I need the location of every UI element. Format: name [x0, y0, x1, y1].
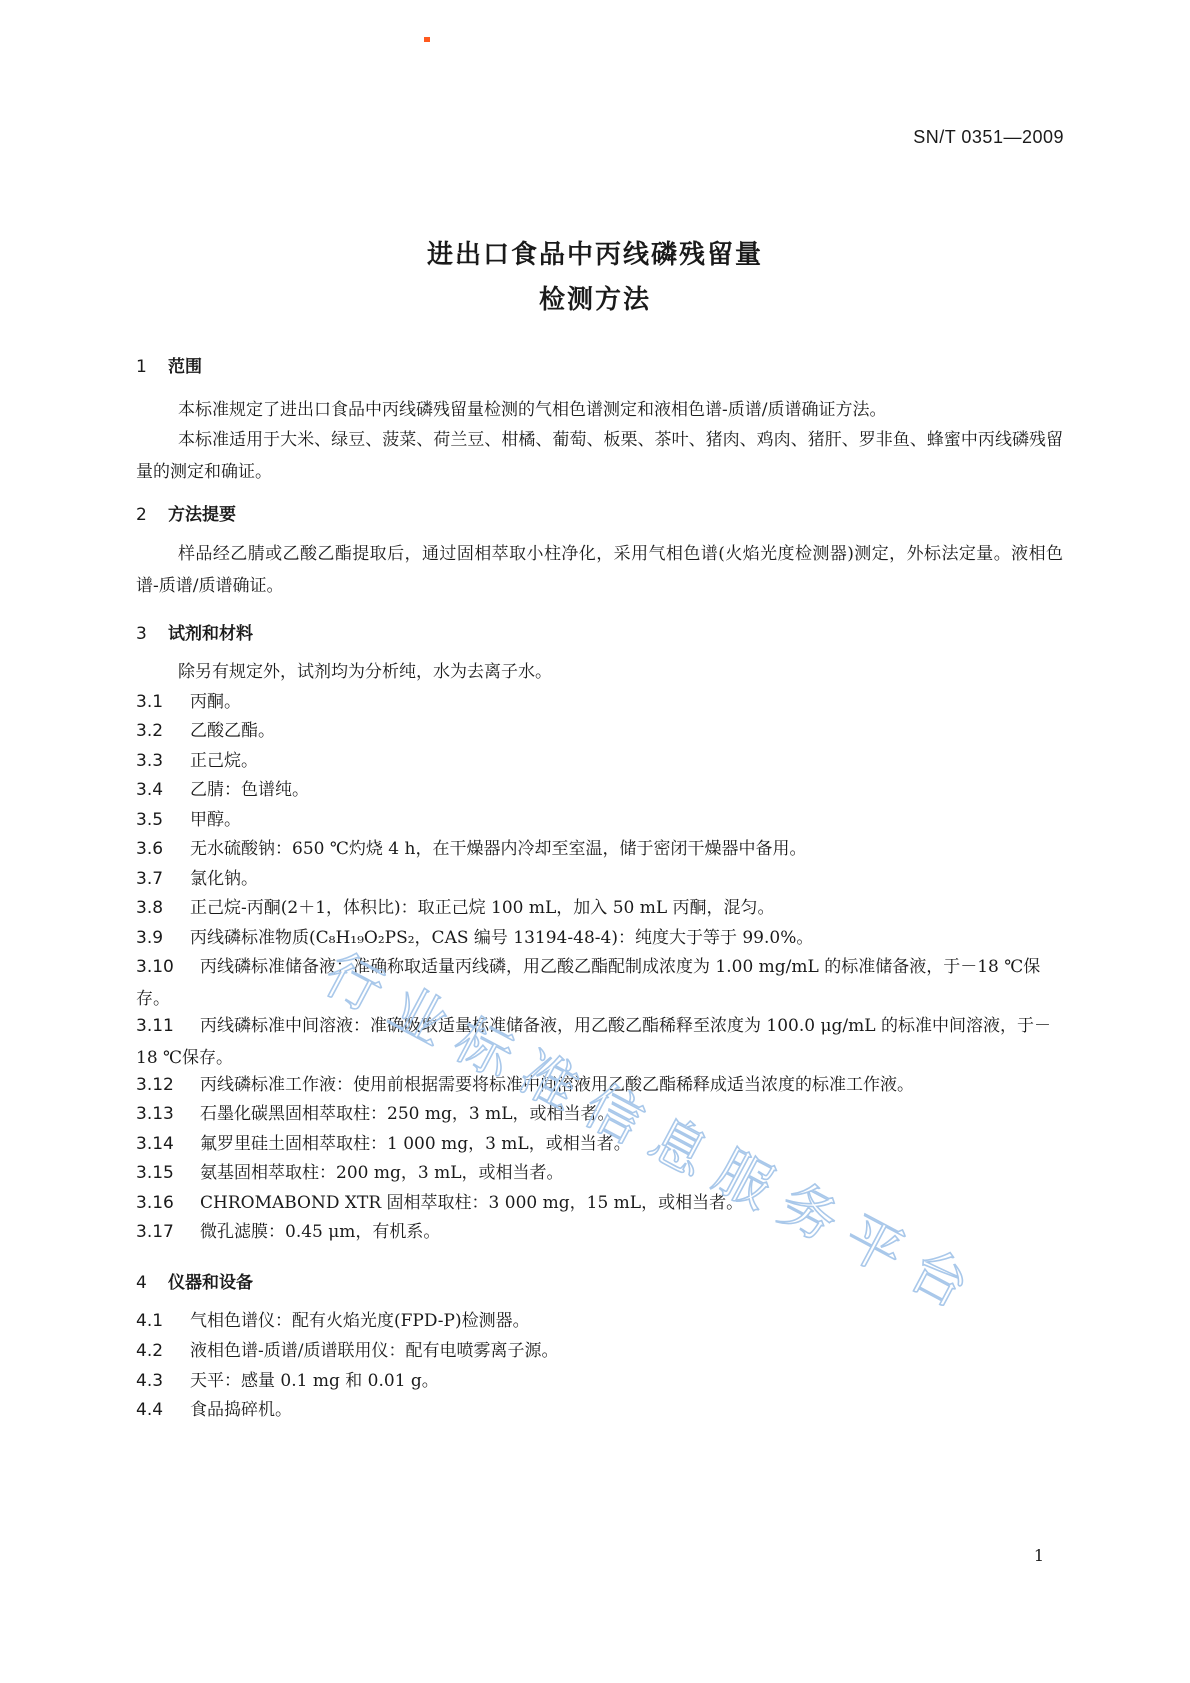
item-number: 3.11 [136, 1016, 174, 1036]
item-number: 3.16 [136, 1193, 174, 1213]
paragraph: 样品经乙腈或乙酸乙酯提取后，通过固相萃取小柱净化，采用气相色谱(火焰光度检测器)测定，外标法定量。液相色谱-质谱/质谱确证。 [136, 544, 1063, 596]
section-heading-3 [136, 619, 253, 644]
item-number: 3.4 [136, 780, 164, 800]
item-text: 石墨化碳黑固相萃取柱：250 mg，3 mL，或相当者。 [200, 1104, 615, 1124]
item-text: 丙线磷标准中间溶液：准确吸取适量标准储备液，用乙酸乙酯稀释至浓度为 100.0 μg/mL 的标准中间溶液，于－18 ℃保存。 [136, 1016, 1051, 1068]
watermark-glyph: 标 [443, 1007, 524, 1092]
item-text: 乙腈：色谱纯。 [190, 780, 309, 800]
item-text: 甲醇。 [190, 810, 241, 830]
item-text: 乙酸乙酯。 [190, 721, 275, 741]
item-number: 3.13 [136, 1104, 174, 1124]
list-item [136, 686, 1063, 718]
item-text: 丙线磷标准物质(C₈H₁₉O₂PS₂，CAS 编号 13194-48-4)：纯度大于等于 99.0%。 [190, 928, 814, 948]
list-item [136, 1069, 1063, 1101]
item-number: 3.15 [136, 1163, 174, 1183]
watermark-glyph: 服 [703, 1138, 784, 1223]
watermark-glyph: 息 [638, 1105, 719, 1190]
list-item [136, 1216, 1063, 1248]
section-number: 4 [136, 1273, 147, 1293]
item-text: 丙酮。 [190, 692, 241, 712]
document-title-line2: 检测方法 [538, 285, 651, 315]
item-text: 正己烷。 [190, 751, 258, 771]
item-number: 3.14 [136, 1134, 174, 1154]
list-item [136, 892, 1063, 924]
list-item [136, 1098, 1063, 1130]
list-item [136, 774, 1063, 806]
item-number: 3.17 [136, 1222, 174, 1242]
item-number: 4.2 [136, 1341, 164, 1361]
list-item [136, 1010, 1063, 1074]
item-number: 3.6 [136, 839, 164, 859]
item-text: 丙线磷标准工作液：使用前根据需要将标准中间溶液用乙酸乙酯稀释成适当浓度的标准工作液。 [200, 1075, 914, 1095]
paragraph: 本标准规定了进出口食品中丙线磷残留量检测的气相色谱测定和液相色谱-质谱/质谱确证方法。 [178, 400, 887, 420]
list-item [136, 804, 1063, 836]
section-number: 1 [136, 357, 147, 377]
page-number: 1 [1033, 1546, 1044, 1565]
list-item [136, 715, 1063, 747]
item-number: 4.1 [136, 1311, 164, 1331]
list-item [136, 745, 1063, 777]
item-number: 3.10 [136, 957, 174, 977]
item-number: 4.4 [136, 1400, 164, 1420]
item-text: 氟罗里硅土固相萃取柱：1 000 mg，3 mL，或相当者。 [200, 1134, 631, 1154]
paragraph: 除另有规定外，试剂均为分析纯，水为去离子水。 [178, 662, 552, 682]
item-text: 食品捣碎机。 [190, 1400, 292, 1420]
list-item [136, 951, 1063, 1015]
item-number: 3.3 [136, 751, 164, 771]
item-number: 3.9 [136, 928, 164, 948]
section-number: 2 [136, 505, 147, 525]
section-number: 3 [136, 624, 147, 644]
paragraph: 本标准适用于大米、绿豆、菠菜、荷兰豆、柑橘、葡萄、板栗、茶叶、猪肉、鸡肉、猪肝、罗非鱼、蜂蜜中丙线磷残留量的测定和确证。 [136, 430, 1063, 482]
watermark-glyph: 业 [378, 974, 459, 1059]
section-title: 试剂和材料 [168, 624, 253, 644]
item-text: 氯化钠。 [190, 869, 258, 889]
item-text: 氨基固相萃取柱：200 mg，3 mL，或相当者。 [200, 1163, 564, 1183]
list-item [136, 1394, 1063, 1426]
item-number: 3.12 [136, 1075, 174, 1095]
item-text: 气相色谱仪：配有火焰光度(FPD-P)检测器。 [190, 1311, 530, 1331]
section-title: 仪器和设备 [168, 1273, 253, 1293]
item-text: 丙线磷标准储备液：准确称取适量丙线磷，用乙酸乙酯配制成浓度为 1.00 mg/mL 的标准储备液，于－18 ℃保存。 [136, 957, 1041, 1009]
watermark-glyph: 准 [508, 1040, 589, 1124]
item-text: 正己烷-丙酮(2＋1，体积比)：取正己烷 100 mL，加入 50 mL 丙酮，混匀。 [190, 898, 775, 918]
section-heading-1 [136, 352, 202, 377]
item-number: 3.1 [136, 692, 164, 712]
watermark-glyph: 平 [833, 1204, 914, 1288]
section-heading-2 [136, 500, 236, 525]
list-item [136, 1187, 1063, 1219]
list-item [136, 1365, 1063, 1397]
standard-code: SN/T 0351—2009 [913, 127, 1064, 147]
watermark-glyph: 行 [313, 941, 394, 1026]
red-mark [424, 37, 430, 42]
item-text: 天平：感量 0.1 mg 和 0.01 g。 [190, 1371, 439, 1391]
watermark-glyph: 务 [768, 1171, 849, 1255]
list-item [136, 863, 1063, 895]
section-title: 范围 [168, 357, 202, 377]
item-text: CHROMABOND XTR 固相萃取柱：3 000 mg，15 mL，或相当者。 [200, 1193, 744, 1213]
list-item [136, 1157, 1063, 1189]
section-title: 方法提要 [168, 505, 236, 525]
item-text: 微孔滤膜：0.45 μm，有机系。 [200, 1222, 441, 1242]
list-item [136, 833, 1063, 865]
item-number: 3.8 [136, 898, 164, 918]
document-title-line1: 进出口食品中丙线磷残留量 [426, 240, 763, 270]
watermark-glyph: 信 [573, 1072, 654, 1157]
list-item [136, 1335, 1063, 1367]
item-number: 3.7 [136, 869, 164, 889]
item-text: 液相色谱-质谱/质谱联用仪：配有电喷雾离子源。 [190, 1341, 559, 1361]
item-number: 4.3 [136, 1371, 164, 1391]
watermark-glyph: 台 [898, 1236, 979, 1321]
list-item [136, 1305, 1063, 1337]
list-item [136, 1128, 1063, 1160]
item-number: 3.5 [136, 810, 164, 830]
section-heading-4 [136, 1268, 253, 1293]
item-number: 3.2 [136, 721, 164, 741]
item-text: 无水硫酸钠：650 ℃灼烧 4 h，在干燥器内冷却至室温，储于密闭干燥器中备用。 [190, 839, 807, 859]
list-item [136, 922, 1063, 954]
